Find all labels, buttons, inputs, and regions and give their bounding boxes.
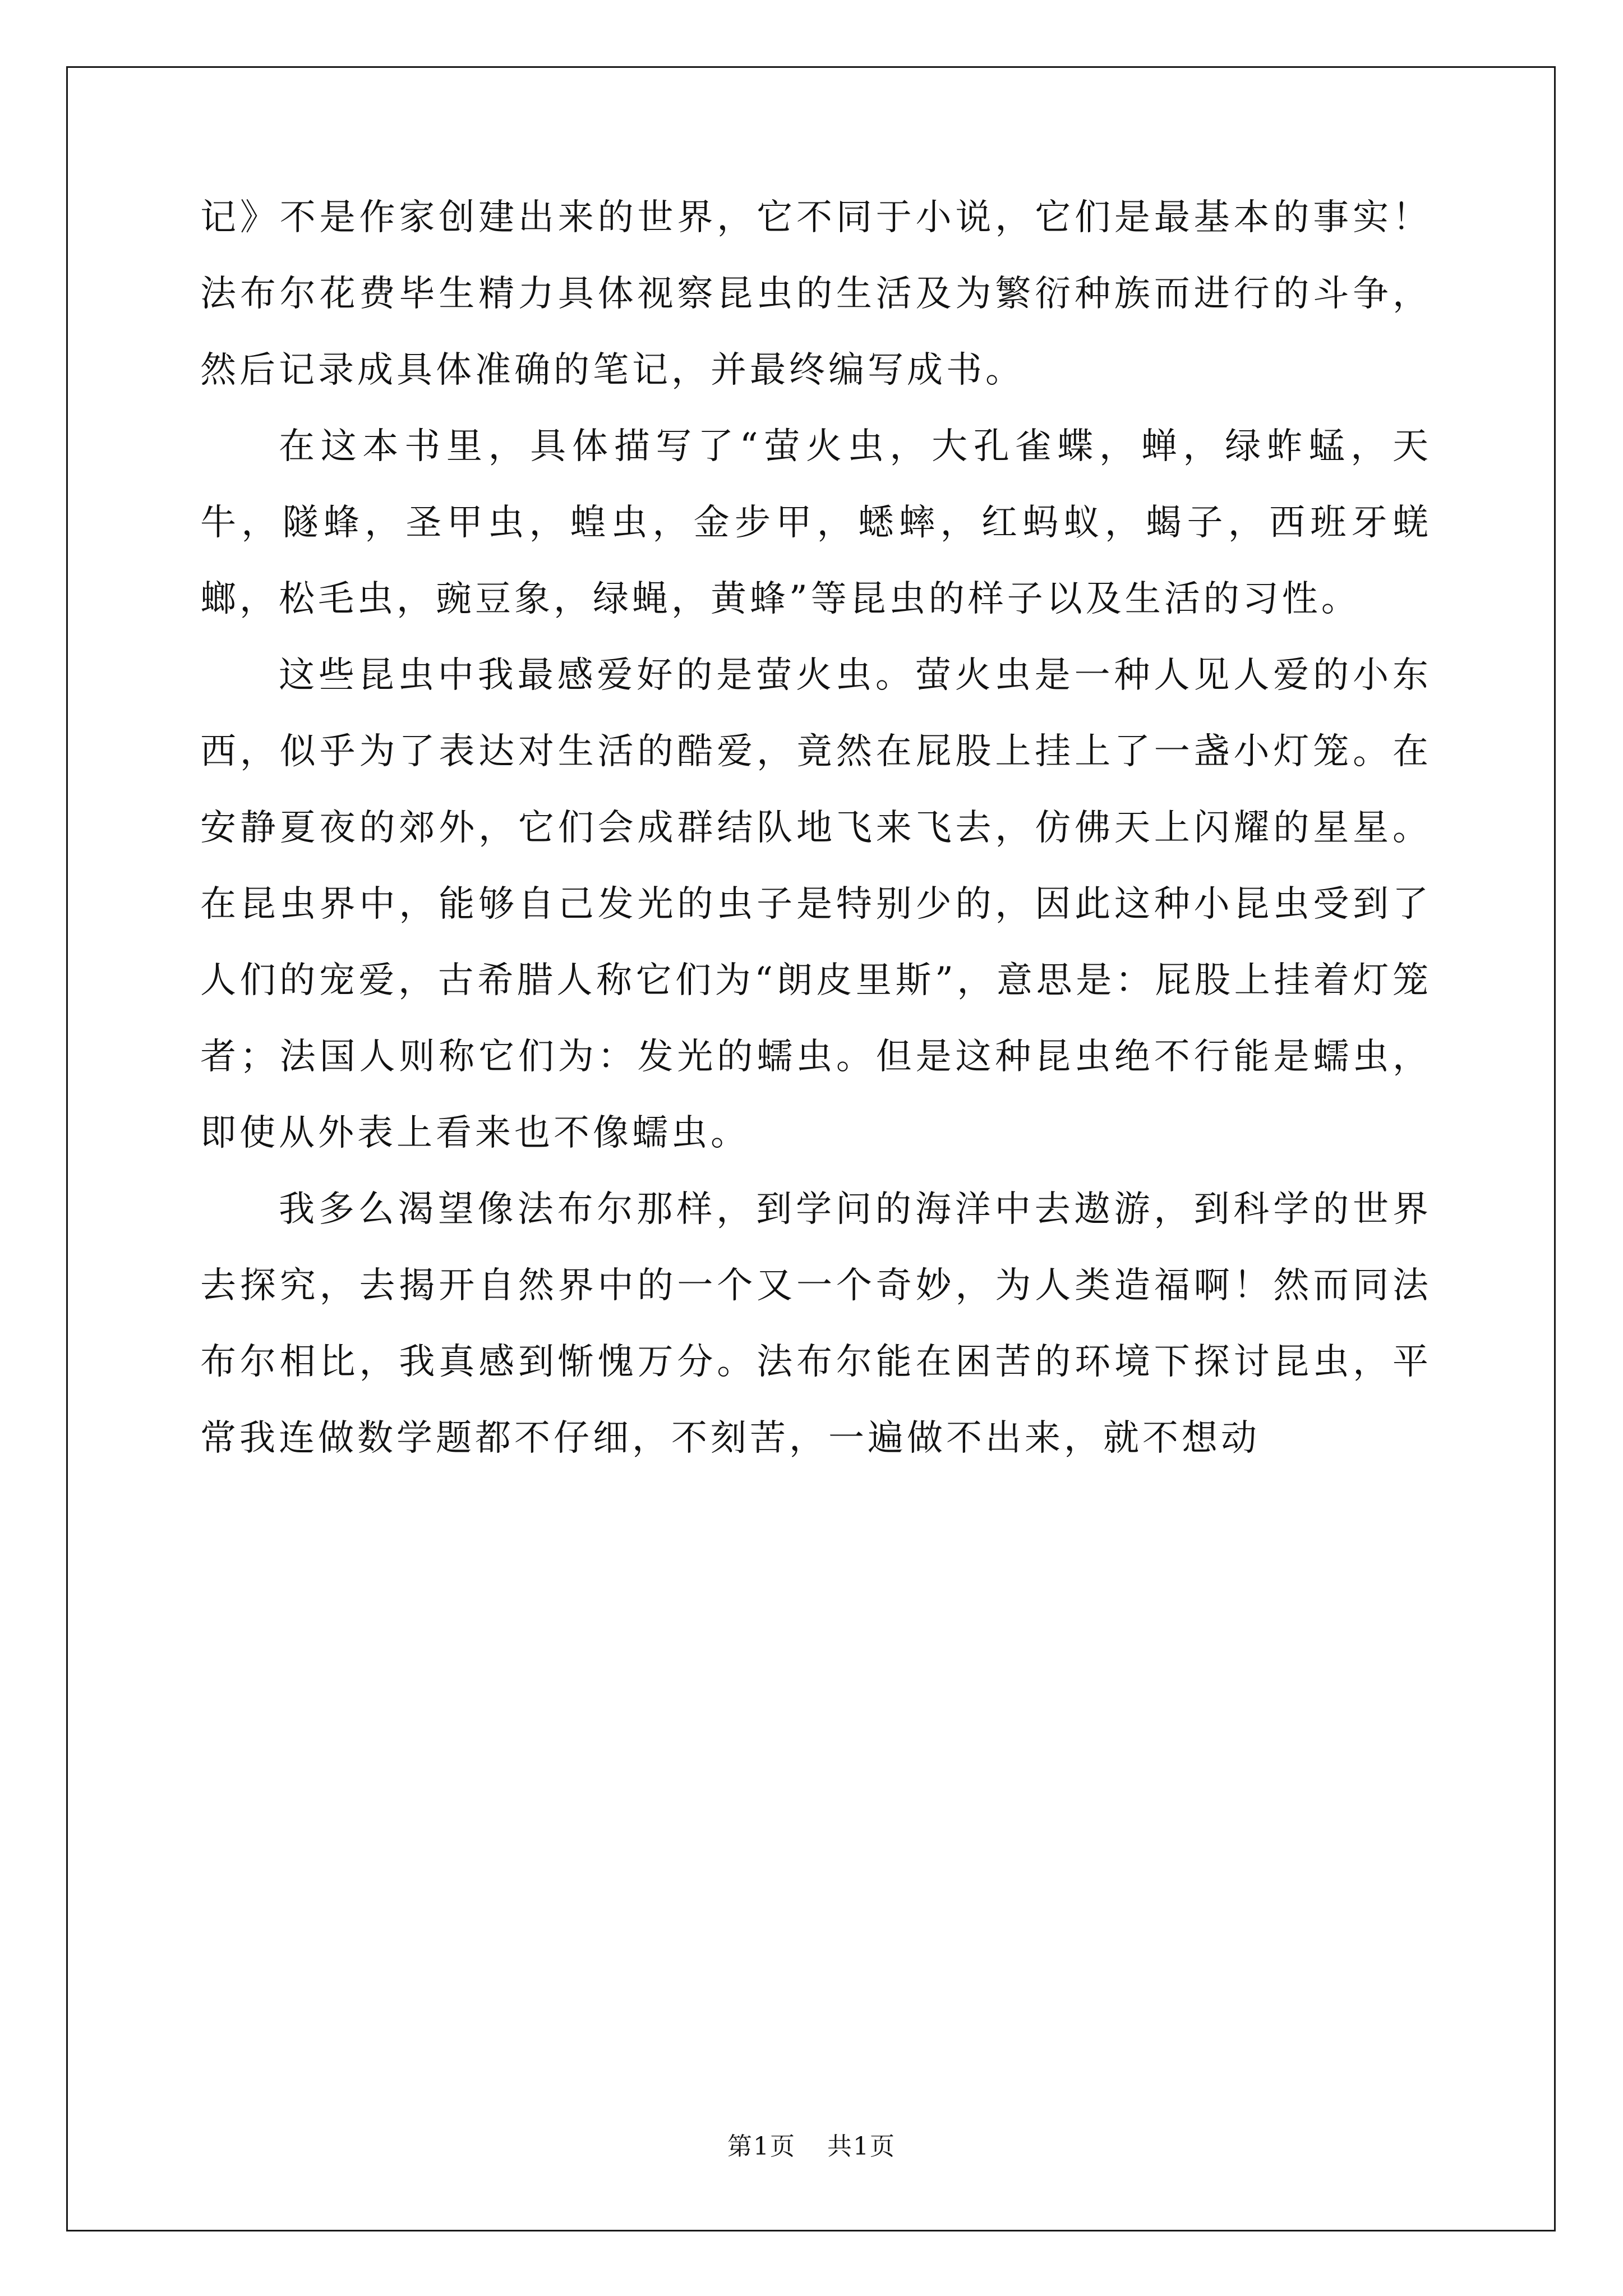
paragraph-1: 记》不是作家创建出来的世界，它不同于小说，它们是最基本的事实！法布尔花费毕生精力具体视察昆虫的生活及为繁衍种族而进行的斗争，然后记录成具体准确的笔记，并最终编写成书。 (200, 197, 1432, 391)
page-number: 第1页 (727, 2132, 796, 2161)
paragraph-2: 在这本书里，具体描写了“萤火虫，大孔雀蝶，蝉，绿蚱蜢，天牛，隧蜂，圣甲虫，蝗虫，金步甲，蟋蟀，红蚂蚁，蝎子，西班牙蜣螂，松毛虫，豌豆象，绿蝇，黄蜂”等昆虫的样子以及生活的习性。 (200, 426, 1432, 620)
paragraph-3: 这些昆虫中我最感爱好的是萤火虫。萤火虫是一种人见人爱的小东西，似乎为了表达对生活的酷爱，竟然在屁股上挂上了一盏小灯笼。在安静夏夜的郊外，它们会成群结队地飞来飞去，仿佛天上闪耀的星星。在昆虫界中，能够自己发光的虫子是特别少的，因此这种小昆虫受到了人们的宠爱，古希腊人称它们为“朗皮里斯”，意思是：屁股上挂着灯笼者；法国人则称它们为：发光的蠕虫。但是这种昆虫绝不行能是蠕虫，即使从外表上看来也不像蠕虫。 (200, 655, 1432, 1154)
page-total: 共1页 (827, 2132, 896, 2161)
document-body (200, 180, 1432, 1476)
paragraph-4: 我多么渴望像法布尔那样，到学问的海洋中去遨游，到科学的世界去探究，去揭开自然界中的一个又一个奇妙，为人类造福啊！然而同法布尔相比，我真感到惭愧万分。法布尔能在困苦的环境下探讨昆虫，平常我连做数学题都不仔细，不刻苦，一遍做不出来，就不想动 (200, 1189, 1432, 1459)
page-footer (0, 2126, 1623, 2162)
